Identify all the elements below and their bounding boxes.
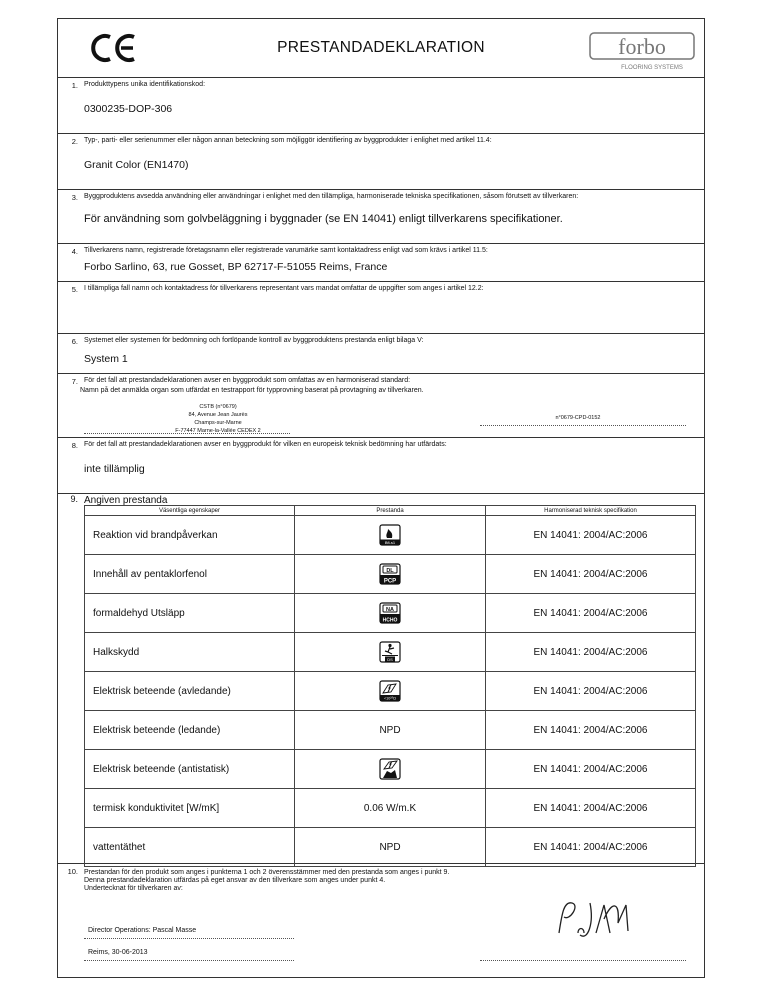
property-cell: vattentäthet [85,828,295,867]
section-label: Systemet eller systemen för bedömning och fortlöpande kontroll av byggproduktens prestanda enligt bilaga V: [84,337,424,344]
spec-cell: EN 14041: 2004/AC:2006 [486,711,696,750]
electric-dissipative-icon [379,680,401,702]
section-label-2: Namn på det anmälda organ som utfärdat en testrapport för typprovning baserat på provtagning av tillverkaren. [80,387,424,394]
performance-cell: 0.06 W/m.K [295,789,486,828]
system-value: System 1 [84,353,128,365]
svg-text:DL: DL [386,568,394,574]
section-9 [58,493,704,864]
section-4 [58,243,704,282]
notified-body-line: CSTB (n°0679) [199,404,237,410]
section-number: 6. [71,337,78,346]
spec-cell: EN 14041: 2004/AC:2006 [486,555,696,594]
svg-text:HCHO: HCHO [382,617,398,624]
performance-cell [295,750,486,789]
spec-cell: EN 14041: 2004/AC:2006 [486,828,696,867]
signatory: Director Operations: Pascal Masse [88,927,197,934]
performance-cell [295,555,486,594]
performance-table [84,505,696,867]
spec-cell: EN 14041: 2004/AC:2006 [486,633,696,672]
spec-cell: EN 14041: 2004/AC:2006 [486,672,696,711]
slip-ds-icon [379,641,401,663]
place-date: Reims, 30-06-2013 [88,949,148,956]
column-header: Väsentliga egenskaper [85,506,295,516]
eta-value: inte tillämplig [84,463,145,475]
notified-body-line: Champs-sur-Marne [194,420,242,426]
section-label: Typ-, parti- eller serienummer eller någon annan beteckning som möjliggör identifiering av byggprodukter i enlighet med artikel 11.4: [84,137,492,144]
section-label: För det fall att prestandadeklarationen avser en byggprodukt som omfattas av en harmoniserad standard: [84,377,411,384]
spec-cell: EN 14041: 2004/AC:2006 [486,789,696,828]
section-label: Tillverkarens namn, registrerade företagsnamn eller registrerade varumärke samt kontaktadress enligt vad som krävs i artikel 11.5: [84,247,488,254]
product-id: 0300235-DOP-306 [84,103,173,115]
svg-text:Bfl-s1: Bfl-s1 [384,540,396,545]
section-label: Angiven prestanda [84,495,168,506]
dl-pcp-icon [379,563,401,585]
column-header: Harmoniserad teknisk specifikation [486,506,696,516]
dotted-line [84,938,294,939]
svg-text:PCP: PCP [383,578,397,585]
table-row [85,789,696,828]
electric-antistatic-icon [379,758,401,780]
notified-body [118,403,318,435]
spec-cell: EN 14041: 2004/AC:2006 [486,594,696,633]
na-hcho-icon [379,602,401,624]
table-header [85,506,696,516]
property-cell: Reaktion vid brandpåverkan [85,516,295,555]
spec-cell: EN 14041: 2004/AC:2006 [486,516,696,555]
table-row [85,672,696,711]
dotted-line [84,960,294,961]
page-title: PRESTANDADEKLARATION [277,39,485,56]
section-number: 3. [71,193,78,202]
svg-text:DS: DS [387,656,393,662]
section-label: Produkttypens unika identifikationskod: [84,81,206,88]
notified-body-line: 84, Avenue Jean Jaurès [188,412,248,418]
section-label: För det fall att prestandadeklarationen avser en byggprodukt för vilken en europeisk teknisk bedömning har utfärdats: [84,441,447,448]
section-2 [58,133,704,190]
table-row [85,711,696,750]
performance-cell: NPD [295,828,486,867]
table-row [85,828,696,867]
product-type: Granit Color (EN1470) [84,159,189,171]
section-label: Byggproduktens avsedda användning eller användningar i enlighet med den tillämpliga, harmoniserade tekniska specifikationen, såsom förutsett av tillverkaren: [84,193,579,200]
table-row [85,516,696,555]
section-line: Prestandan för den produkt som anges i punkterna 1 och 2 överensstämmer med den prestanda som anges i punkt 9. [84,869,450,876]
section-number: 9. [70,494,78,504]
fire-bfl-s1-icon [379,524,401,546]
svg-text:NA: NA [386,607,394,613]
performance-cell: NPD [295,711,486,750]
notified-body-line: F-77447 Marne-la-Vallée CEDEX 2 [175,428,261,434]
table-row [85,750,696,789]
section-7 [58,373,704,438]
property-cell: Elektrisk beteende (ledande) [85,711,295,750]
property-cell: termisk konduktivitet [W/mK] [85,789,295,828]
dotted-line [480,425,686,426]
section-number: 1. [71,81,78,90]
section-line: Undertecknat för tillverkaren av: [84,885,183,892]
intended-use: För användning som golvbeläggning i byggnader (se EN 14041) enligt tillverkarens specifikationer. [84,213,563,225]
section-label: I tillämpliga fall namn och kontaktadress för tillverkarens representant vars mandat omfattar de uppgifter som anges i artikel 12.2: [84,285,484,292]
section-1 [58,77,704,134]
table-row [85,633,696,672]
performance-cell [295,594,486,633]
section-10 [58,863,704,977]
section-6 [58,333,704,374]
section-number: 10. [67,867,78,876]
header [58,19,704,78]
declaration-page [57,18,705,978]
certificate-number: n°0679-CPD-0152 [555,415,601,421]
property-cell: Elektrisk beteende (antistatisk) [85,750,295,789]
signature [554,893,644,943]
property-cell: Innehåll av pentaklorfenol [85,555,295,594]
property-cell: formaldehyd Utsläpp [85,594,295,633]
table-row [85,594,696,633]
section-line: Denna prestandadeklaration utfärdas på eget ansvar av den tillverkare som anges under punkt 4. [84,877,386,884]
section-number: 8. [71,441,78,450]
dotted-line [480,960,686,961]
section-number: 5. [71,285,78,294]
svg-text:FLOORING SYSTEMS: FLOORING SYSTEMS [621,65,683,71]
property-cell: Elektrisk beteende (avledande) [85,672,295,711]
performance-cell [295,672,486,711]
table-row [85,555,696,594]
dotted-line [84,433,290,434]
section-3 [58,189,704,244]
forbo-logo [588,29,698,73]
section-5 [58,281,704,334]
section-number: 7. [71,377,78,386]
column-header: Prestanda [295,506,486,516]
manufacturer: Forbo Sarlino, 63, rue Gosset, BP 62717-F-51055 Reims, France [84,261,388,273]
section-number: 4. [71,247,78,256]
section-number: 2. [71,137,78,146]
property-cell: Halkskydd [85,633,295,672]
svg-text:forbo: forbo [618,34,666,59]
spec-cell: EN 14041: 2004/AC:2006 [486,750,696,789]
section-8 [58,437,704,494]
performance-cell [295,516,486,555]
performance-cell [295,633,486,672]
svg-text:<10¹⁰Ω: <10¹⁰Ω [383,696,397,701]
